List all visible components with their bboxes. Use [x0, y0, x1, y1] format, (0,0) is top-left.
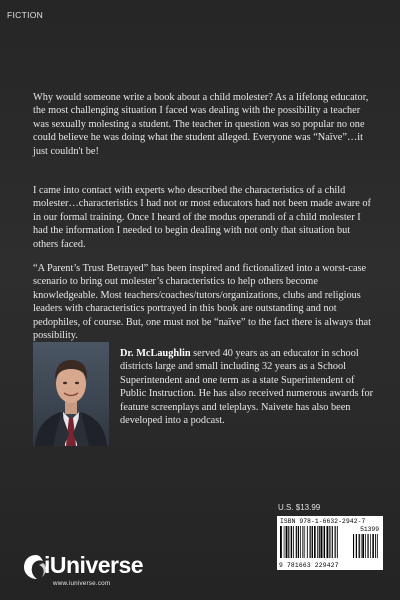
publisher-url: www.iuniverse.com — [53, 580, 111, 587]
publisher-name: iUniverse — [44, 552, 144, 578]
author-bio — [120, 347, 376, 427]
price-code: 51399 — [360, 526, 379, 533]
author-name: Dr. McLaughlin — [120, 348, 191, 359]
author-bio-text: served 40 years as an educator in school districts large and small including 32 years as a School Superintendent and one term as a state Superintendent of Public Instruction. He has also received numerous awards for feature screenplays and teleplays. Naivete has also been developed into a podcast. — [120, 348, 374, 427]
price-addon-bars — [353, 534, 381, 564]
synopsis-paragraph-1: Why would someone write a book about a child molester? As a lifelong educator, the most challenging situation I faced was dealing with the possibility a teacher was sexually molesting a student. The teacher in question was so popular no one could believe he was doing what the student alleged. Everyone was “Naïve”…it just couldn't be! — [33, 92, 369, 157]
isbn-number: ISBN 978-1-6632-2942-7 — [280, 518, 366, 525]
author-photo — [33, 342, 109, 446]
ean-barcode-bars — [280, 526, 350, 560]
price-label: U.S. $13.99 — [278, 503, 321, 512]
category-label: FICTION — [7, 10, 44, 20]
synopsis-paragraph-2: I came into contact with experts who described the characteristics of a child molester…characteristics I had not or most educators had not been made aware of in our formal training. Once I heard of the modus operandi of a child molester I had the information I needed to begin dealing with not only that situation but others faced. — [33, 185, 371, 250]
barcode-digits: 9 781663 229427 — [279, 562, 339, 569]
synopsis-paragraph-3: “A Parent’s Trust Betrayed” has been inspired and fictionalized into a worst-case scenario to bring out molester’s characteristics to help others become knowledgeable. Most teachers/coaches/tutors/organizations, clubs and religious leaders with characteristics portrayed in this book are outstanding and not pedophiles, of course. But, one must not be “naïve” to the fact there is always that possibility. — [33, 263, 371, 342]
isbn-barcode — [277, 516, 383, 570]
publisher-logo — [22, 552, 162, 592]
